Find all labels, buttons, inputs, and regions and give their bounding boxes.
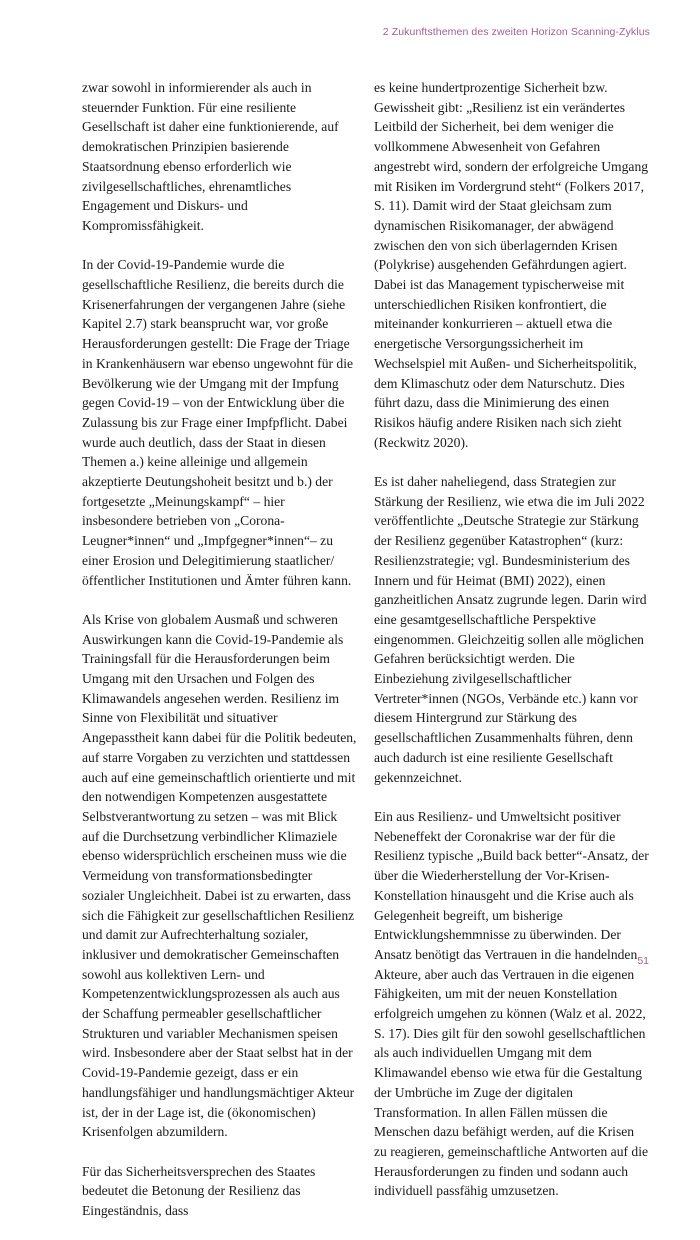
paragraph: zwar sowohl in informierender als auch in steuernder Funktion. Für eine resiliente Gesellschaft ist daher eine funktionierende, auf demokratischen Prinzipien basierende Staatsordnung ebenso erforderlich wie zivilgesellschaftliches, ehrenamtliches Engagement und Diskurs- und Kompromissfähigkeit. <box>82 80 339 233</box>
left-column <box>82 78 357 1240</box>
paragraph: es keine hundertprozentige Sicherheit bzw. Gewissheit gibt: „Resilienz ist ein verändertes Leitbild der Sicherheit, bei dem weniger die vollkommene Abwesenheit von Gefahren angestrebt wird, sondern der erfolgreiche Umgang mit Risiken im Vordergrund steht“ (Folkers 2017, S. 11). Damit wird der Staat gleichsam zum dynamischen Risikomanager, der abwägend zwischen den von sich überlagernden Krisen (Polykrise) ausgehenden Gefährdungen agiert. Dabei ist das Management typischerweise mit unterschiedlichen Risiken konfrontiert, die miteinander konkurrieren – aktuell etwa die energetische Versorgungssicherheit im Wechselspiel mit Außen- und Sicherheitspolitik, dem Klimaschutz oder dem Naturschutz. Dies führt dazu, dass die Minimierung des einen Risikos häufig andere Risiken nach sich zieht (Reckwitz 2020). <box>374 80 649 450</box>
paragraph: Es ist daher naheliegend, dass Strategien zur Stärkung der Resilienz, wie etwa die im Juli 2022 veröffentlichte „Deutsche Strategie zur Stärkung der Resilienz gegenüber Katastrophen“ (kurz: Resilienzstrategie; vgl. Bundesministerium des Innern und für Heimat (BMI) 2022), einen ganzheitlichen Ansatz zugrunde legen. Darin wird eine gesamtgesellschaftliche Perspektive eingenommen. Gleichzeitig sollen alle möglichen Gefahren berücksichtigt werden. Die Einbeziehung zivilgesellschaftlicher Vertreter*innen (NGOs, Verbände etc.) kann vor diesem Hintergrund zur Stärkung des gesellschaftlichen Zusammenhalts führen, denn auch dadurch ist eine resiliente Gesellschaft gekennzeichnet. <box>374 474 647 785</box>
page-number: 51 <box>637 955 649 967</box>
paragraph: Ein aus Resilienz- und Umweltsicht positiver Nebeneffekt der Coronakrise war der für die Resilienz typische „Build back better“-Ansatz, der über die Wiederherstellung der Vor-Krisen-Konstellation hinausgeht und die Krise auch als Gelegenheit begreift, um bisherige Entwicklungshemmnisse zu überwinden. Der Ansatz benötigt das Vertrauen in die handelnden Akteure, aber auch das Vertrauen in die eigenen Fähigkeiten, um mit der neuen Konstellation erfolgreich umgehen zu können (Walz et al. 2022, S. 17). Dies gilt für den sowohl gesellschaftlichen als auch individuellen Umgang mit dem Klimawandel ebenso wie etwa für die Gestaltung der Umbrüche im Zuge der digitalen Transformation. In allen Fällen müssen die Menschen dazu befähigt werden, auf die Krisen zu reagieren, gemeinschaftliche Antworten auf die Herausforderungen zu finden und sodann auch individuell passfähig umzusetzen. <box>374 808 649 1199</box>
paragraph: In der Covid-19-Pandemie wurde die gesellschaftliche Resilienz, die bereits durch die Krisenerfahrungen der vergangenen Jahre (siehe Kapitel 2.7) stark beansprucht war, vor große Herausforderungen gestellt: Die Frage der Triage in Krankenhäusern war ebenso ungewohnt für die Bevölkerung wie der Umgang mit der Impfung gegen Covid-19 – von der Entwicklung über die Zulassung bis zur Frage einer Impfpflicht. Dabei wurde auch deutlich, dass der Staat in diesen Themen a.) keine alleinige und allgemein akzeptierte Deutungshoheit besitzt und b.) der fortgesetzte „Meinungskampf“ – hier insbesondere betrieben von „Corona-Leugner*innen“ und „Impfgegner*innen“– zu einer Erosion und Delegitimierung staatlicher/öffentlicher Institutionen und Ämter führen kann. <box>82 257 354 588</box>
right-column <box>374 78 650 1221</box>
paragraph: Für das Sicherheitsversprechen des Staates bedeutet die Betonung der Resilienz das Eingeständnis, dass <box>82 1163 316 1219</box>
paragraph: Als Krise von globalem Ausmaß und schweren Auswirkungen kann die Covid-19-Pandemie als Trainingsfall für die Herausforderungen beim Umgang mit den Ursachen und Folgen des Klimawandels angesehen werden. Resilienz im Sinne von Flexibilität und situativer Angepasstheit kann dabei für die Politik bedeuten, auf starre Vorgaben zu verzichten und stattdessen auch auf eine gemeinschaftlich orientierte und mit den notwendigen Kompetenzen ausgestattete Selbstverantwortung zu setzen – was mit Blick auf die Durchsetzung verbindlicher Klimaziele ebenso widersprüchlich erscheinen muss wie die Vermeidung von transformationsbedingter sozialer Ungleichheit. Dabei ist zu erwarten, dass sich die Fähigkeit zur gesellschaftlichen Resilienz und damit zur Aufrechterhaltung sozialer, inklusiver und demokratischer Gemeinschaften sowohl aus kollektiven Lern- und Kompetenzentwicklungsprozessen als auch aus der Schaffung permeabler gesellschaftlicher Strukturen und variabler Mechanismen speisen wird. Insbesondere aber der Staat selbst hat in der Covid-19-Pandemie gezeigt, dass er ein handlungsfähiger und handlungsmächtiger Akteur ist, der in der Lage ist, die (ökonomischen) Krisenfolgen abzumildern. <box>82 611 357 1140</box>
running-header: 2 Zukunftsthemen des zweiten Horizon Scanning-Zyklus <box>382 26 650 38</box>
